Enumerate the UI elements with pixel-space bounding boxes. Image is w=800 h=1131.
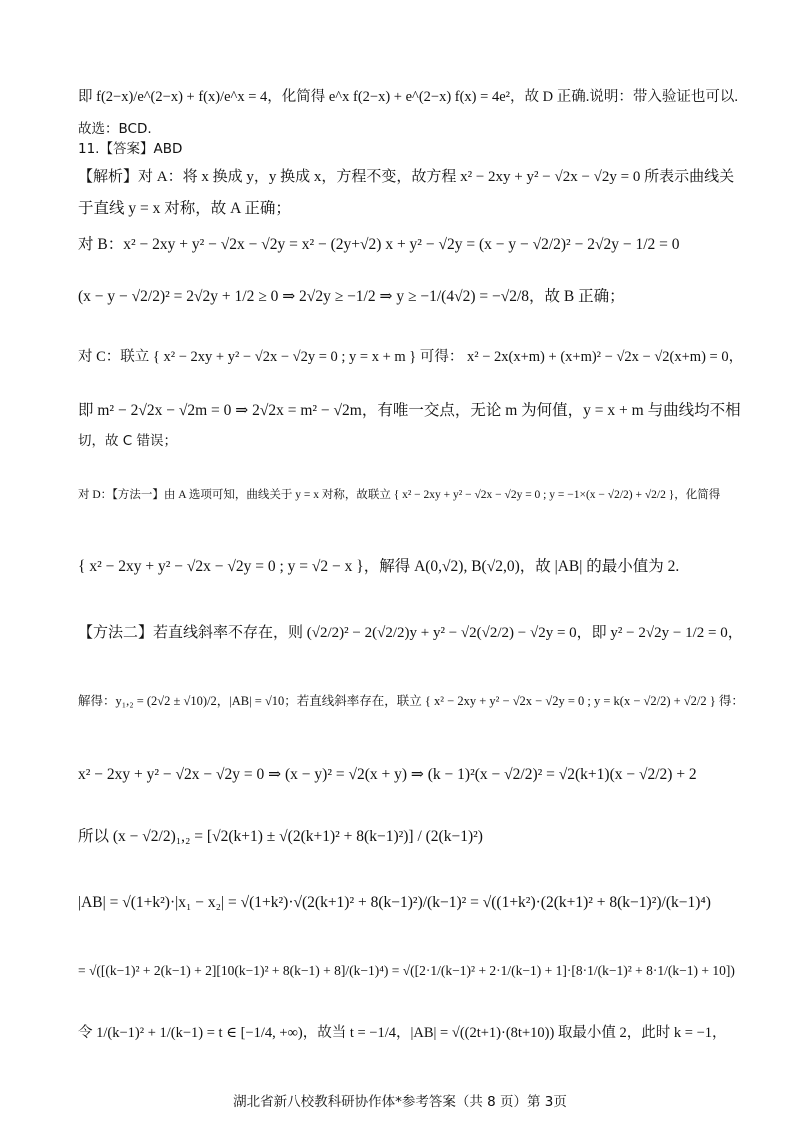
text-line-1: 即 f(2−x)/e^(2−x) + f(x)/e^x = 4，化简得 e^x f(2−x) + e^(2−x) f(x) = 4e²，故 D 正确.说明：带入验证也可以. <box>78 89 738 105</box>
text-line-16: 所以 (x − √2/2)₁,₂ = [√2(k+1) ± √(2(k+1)² + 8(k−1)²)] / (2(k−1)²) <box>78 828 483 845</box>
text-line-4: 【解析】对 A：将 x 换成 y，y 换成 x，方程不变，故方程 x² − 2xy + y² − √2x − √2y = 0 所表示曲线关 <box>78 169 735 185</box>
text-line-14: 解得：y₁,₂ = (2√2 ± √10)/2，|AB| = √10；若直线斜率存在，联立 { x² − 2xy + y² − √2x − √2y = 0 ; y = k(x − √2/2) + √2/2 } 得： <box>78 694 744 708</box>
text-line-5: 于直线 y = x 对称，故 A 正确； <box>78 200 291 217</box>
text-line-15: x² − 2xy + y² − √2x − √2y = 0 ⇒ (x − y)² = √2(x + y) ⇒ (k − 1)²(x − √2/2)² = √2(k+1)(x − √2/2) + 2 <box>78 766 697 783</box>
text-line-9: 即 m² − 2√2x − √2m = 0 ⇒ 2√2x = m² − √2m，有唯一交点，无论 m 为何值，y = x + m 与曲线均不相 <box>78 402 741 419</box>
text-line-8: 对 C：联立 { x² − 2xy + y² − √2x − √2y = 0 ; y = x + m } 可得： x² − 2x(x+m) + (x+m)² − √2x − √2(x+m) = 0， <box>78 349 744 365</box>
text-line-13: 【方法二】若直线斜率不存在，则 (√2/2)² − 2(√2/2)y + y² − √2(√2/2) − √2y = 0，即 y² − 2√2y − 1/2 = 0， <box>78 625 743 641</box>
text-line-6: 对 B：x² − 2xy + y² − √2x − √2y = x² − (2y+√2) x + y² − √2y = (x − y − √2/2)² − 2√2y − 1/2 = 0 <box>78 236 680 253</box>
text-line-3: 11.【答案】ABD <box>78 141 183 157</box>
text-line-17: |AB| = √(1+k²)·|x₁ − x₂| = √(1+k²)·√(2(k+1)² + 8(k−1)²)/(k−1)² = √((1+k²)·(2(k+1)² + 8(k−1)²)/(k−1)⁴) <box>78 894 711 911</box>
text-line-10: 切，故 C 错误； <box>78 433 178 449</box>
text-line-7: (x − y − √2/2)² = 2√2y + 1/2 ≥ 0 ⇒ 2√2y ≥ −1/2 ⇒ y ≥ −1/(4√2) = −√2/8，故 B 正确； <box>78 288 625 305</box>
text-line-2: 故选：BCD. <box>78 121 152 137</box>
text-line-19: 令 1/(k−1)² + 1/(k−1) = t ∈ [−1/4, +∞)，故当 t = −1/4，|AB| = √((2t+1)·(8t+10)) 取最小值 2，此时 k = −1， <box>78 1025 727 1041</box>
text-line-18: = √([(k−1)² + 2(k−1) + 2][10(k−1)² + 8(k−1) + 8]/(k−1)⁴) = √([2·1/(k−1)² + 2·1/(k−1) + 1]·[8·1/(k−1)² + 8·1/(k−1) + 10]) <box>78 963 735 978</box>
page-footer: 湖北省新八校教科研协作体*参考答案（共 8 页）第 3页 <box>233 1094 567 1110</box>
text-line-11: 对 D：【方法一】由 A 选项可知，曲线关于 y = x 对称，故联立 { x² − 2xy + y² − √2x − √2y = 0 ; y = −1×(x − √2/2) + √2/2 }，化简得 <box>78 489 721 501</box>
text-line-12: { x² − 2xy + y² − √2x − √2y = 0 ; y = √2 − x }，解得 A(0,√2), B(√2,0)，故 |AB| 的最小值为 2. <box>78 558 680 575</box>
